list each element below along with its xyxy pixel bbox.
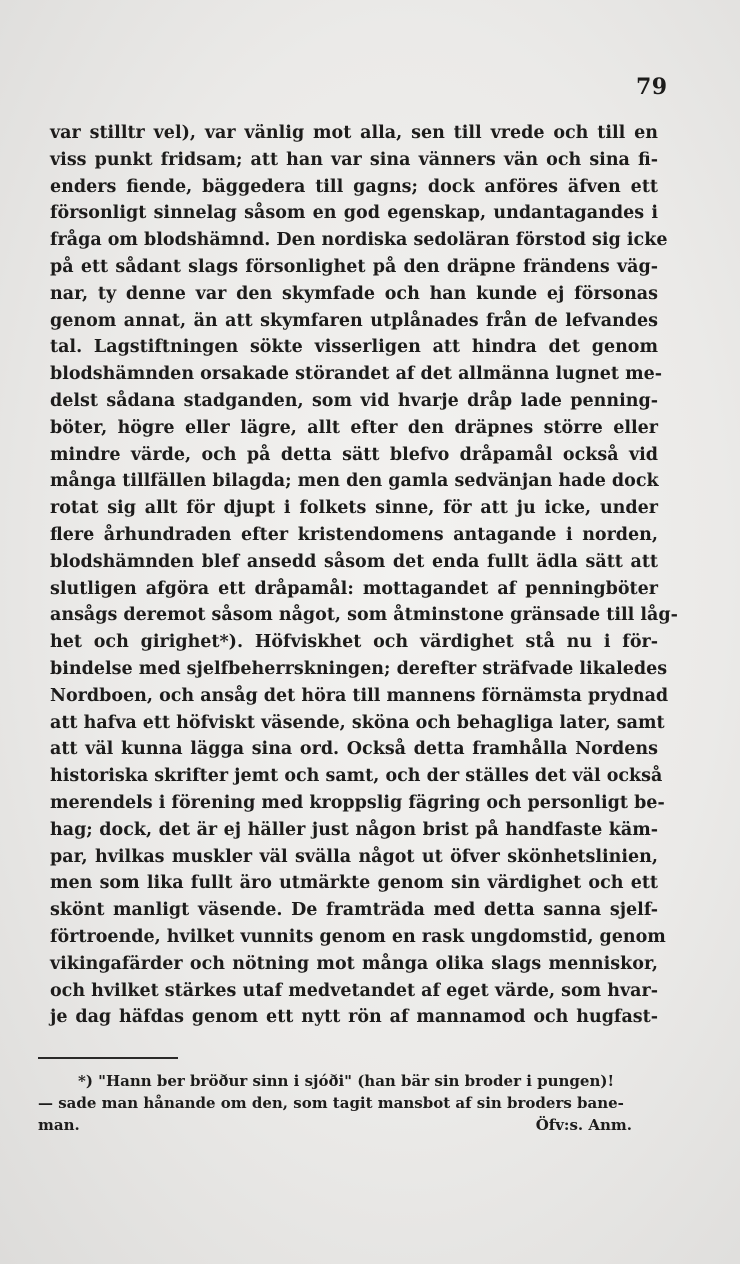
text-line: hag; dock, det är ej häller just någon brist på handfaste käm- — [50, 819, 658, 840]
text-line: par, hvilkas muskler väl svälla något ut öfver skönhetslinien, — [50, 846, 658, 867]
text-line: var stilltr vel), var vänlig mot alla, sen till vrede och till en — [50, 123, 658, 143]
footnote-line-end: man. — [38, 1116, 80, 1134]
text-line: blodshämnden orsakade störandet af det allmänna lugnet me- — [50, 364, 663, 385]
text-line: förtroende, hvilket vunnits genom en rask ungdomstid, genom — [50, 926, 666, 947]
text-line: enders fiende, bäggedera till gagns; dock anföres äfven ett — [50, 176, 658, 197]
footnote-divider — [38, 1057, 178, 1059]
text-line: het och girighet*). Höfviskhet och värdighet stå nu i för- — [50, 632, 658, 653]
text-line: rotat sig allt för djupt i folkets sinne, för att ju icke, under — [50, 498, 658, 519]
text-line: bindelse med sjelfbeherrskningen; derefter sträfvade likaledes — [50, 658, 668, 679]
text-line: försonligt sinnelag såsom en god egenskap, undantagandes i — [50, 203, 658, 224]
text-line: delst sådana stadganden, som vid hvarje dråp lade penning- — [50, 390, 658, 411]
text-line: skönt manligt väsende. De framträda med detta sanna sjelf- — [50, 900, 658, 921]
page-number: 79 — [636, 74, 668, 100]
text-line: viss punkt fridsam; att han var sina vänners vän och sina fi- — [50, 149, 658, 170]
text-line: mindre värde, och på detta sätt blefvo dråpamål också vid — [50, 444, 658, 465]
text-line: böter, högre eller lägre, allt efter den dräpnes större eller — [50, 417, 658, 438]
text-line: blodshämnden blef ansedd såsom det enda fullt ädla sätt att — [50, 551, 658, 572]
text-line: tal. Lagstiftningen sökte visserligen att hindra det genom — [50, 337, 658, 358]
text-line: många tillfällen bilagda; men den gamla sedvänjan hade dock — [50, 471, 659, 492]
text-line: merendels i förening med kroppslig fägring och personligt be- — [50, 792, 665, 813]
body-text — [50, 120, 678, 1031]
text-line: historiska skrifter jemt och samt, och der ställes det väl också — [50, 766, 663, 787]
footnote-line-last — [38, 1114, 660, 1136]
footnote-signature: Öfv:s. Anm. — [535, 1116, 632, 1134]
text-line: att väl kunna lägga sina ord. Också detta framhålla Nordens — [50, 739, 658, 760]
footnote-line: *) "Hann ber bröður sinn i sjóði" (han bär sin broder i pungen)! — [78, 1072, 615, 1090]
text-line: Nordboen, och ansåg det höra till mannens förnämsta prydnad — [50, 685, 669, 706]
text-line: nar, ty denne var den skymfade och han kunde ej försonas — [50, 283, 658, 304]
text-line: je dag häfdas genom ett nytt rön af mannamod och hugfast- — [50, 1007, 658, 1028]
text-line: att hafva ett höfviskt väsende, sköna och behagliga later, samt — [50, 712, 665, 733]
text-line: genom annat, än att skymfaren utplånades från de lefvandes — [50, 310, 658, 331]
text-line: och hvilket stärkes utaf medvetandet af eget värde, som hvar- — [50, 980, 658, 1001]
text-line: på ett sådant slags försonlighet på den dräpne frändens väg- — [50, 256, 658, 277]
footnote — [38, 1070, 660, 1136]
text-line: ansågs deremot såsom något, som åtminstone gränsade till låg- — [50, 605, 678, 626]
text-line: vikingafärder och nötning mot många olika slags menniskor, — [50, 953, 658, 974]
text-line: flere århundraden efter kristendomens antagande i norden, — [50, 524, 658, 545]
footnote-line: — sade man hånande om den, som tagit mansbot af sin broders bane- — [38, 1094, 624, 1112]
text-line: men som lika fullt äro utmärkte genom sin värdighet och ett — [50, 873, 658, 894]
text-line: fråga om blodshämnd. Den nordiska sedoläran förstod sig icke — [50, 230, 668, 251]
text-line: slutligen afgöra ett dråpamål: mottagandet af penningböter — [50, 578, 658, 599]
